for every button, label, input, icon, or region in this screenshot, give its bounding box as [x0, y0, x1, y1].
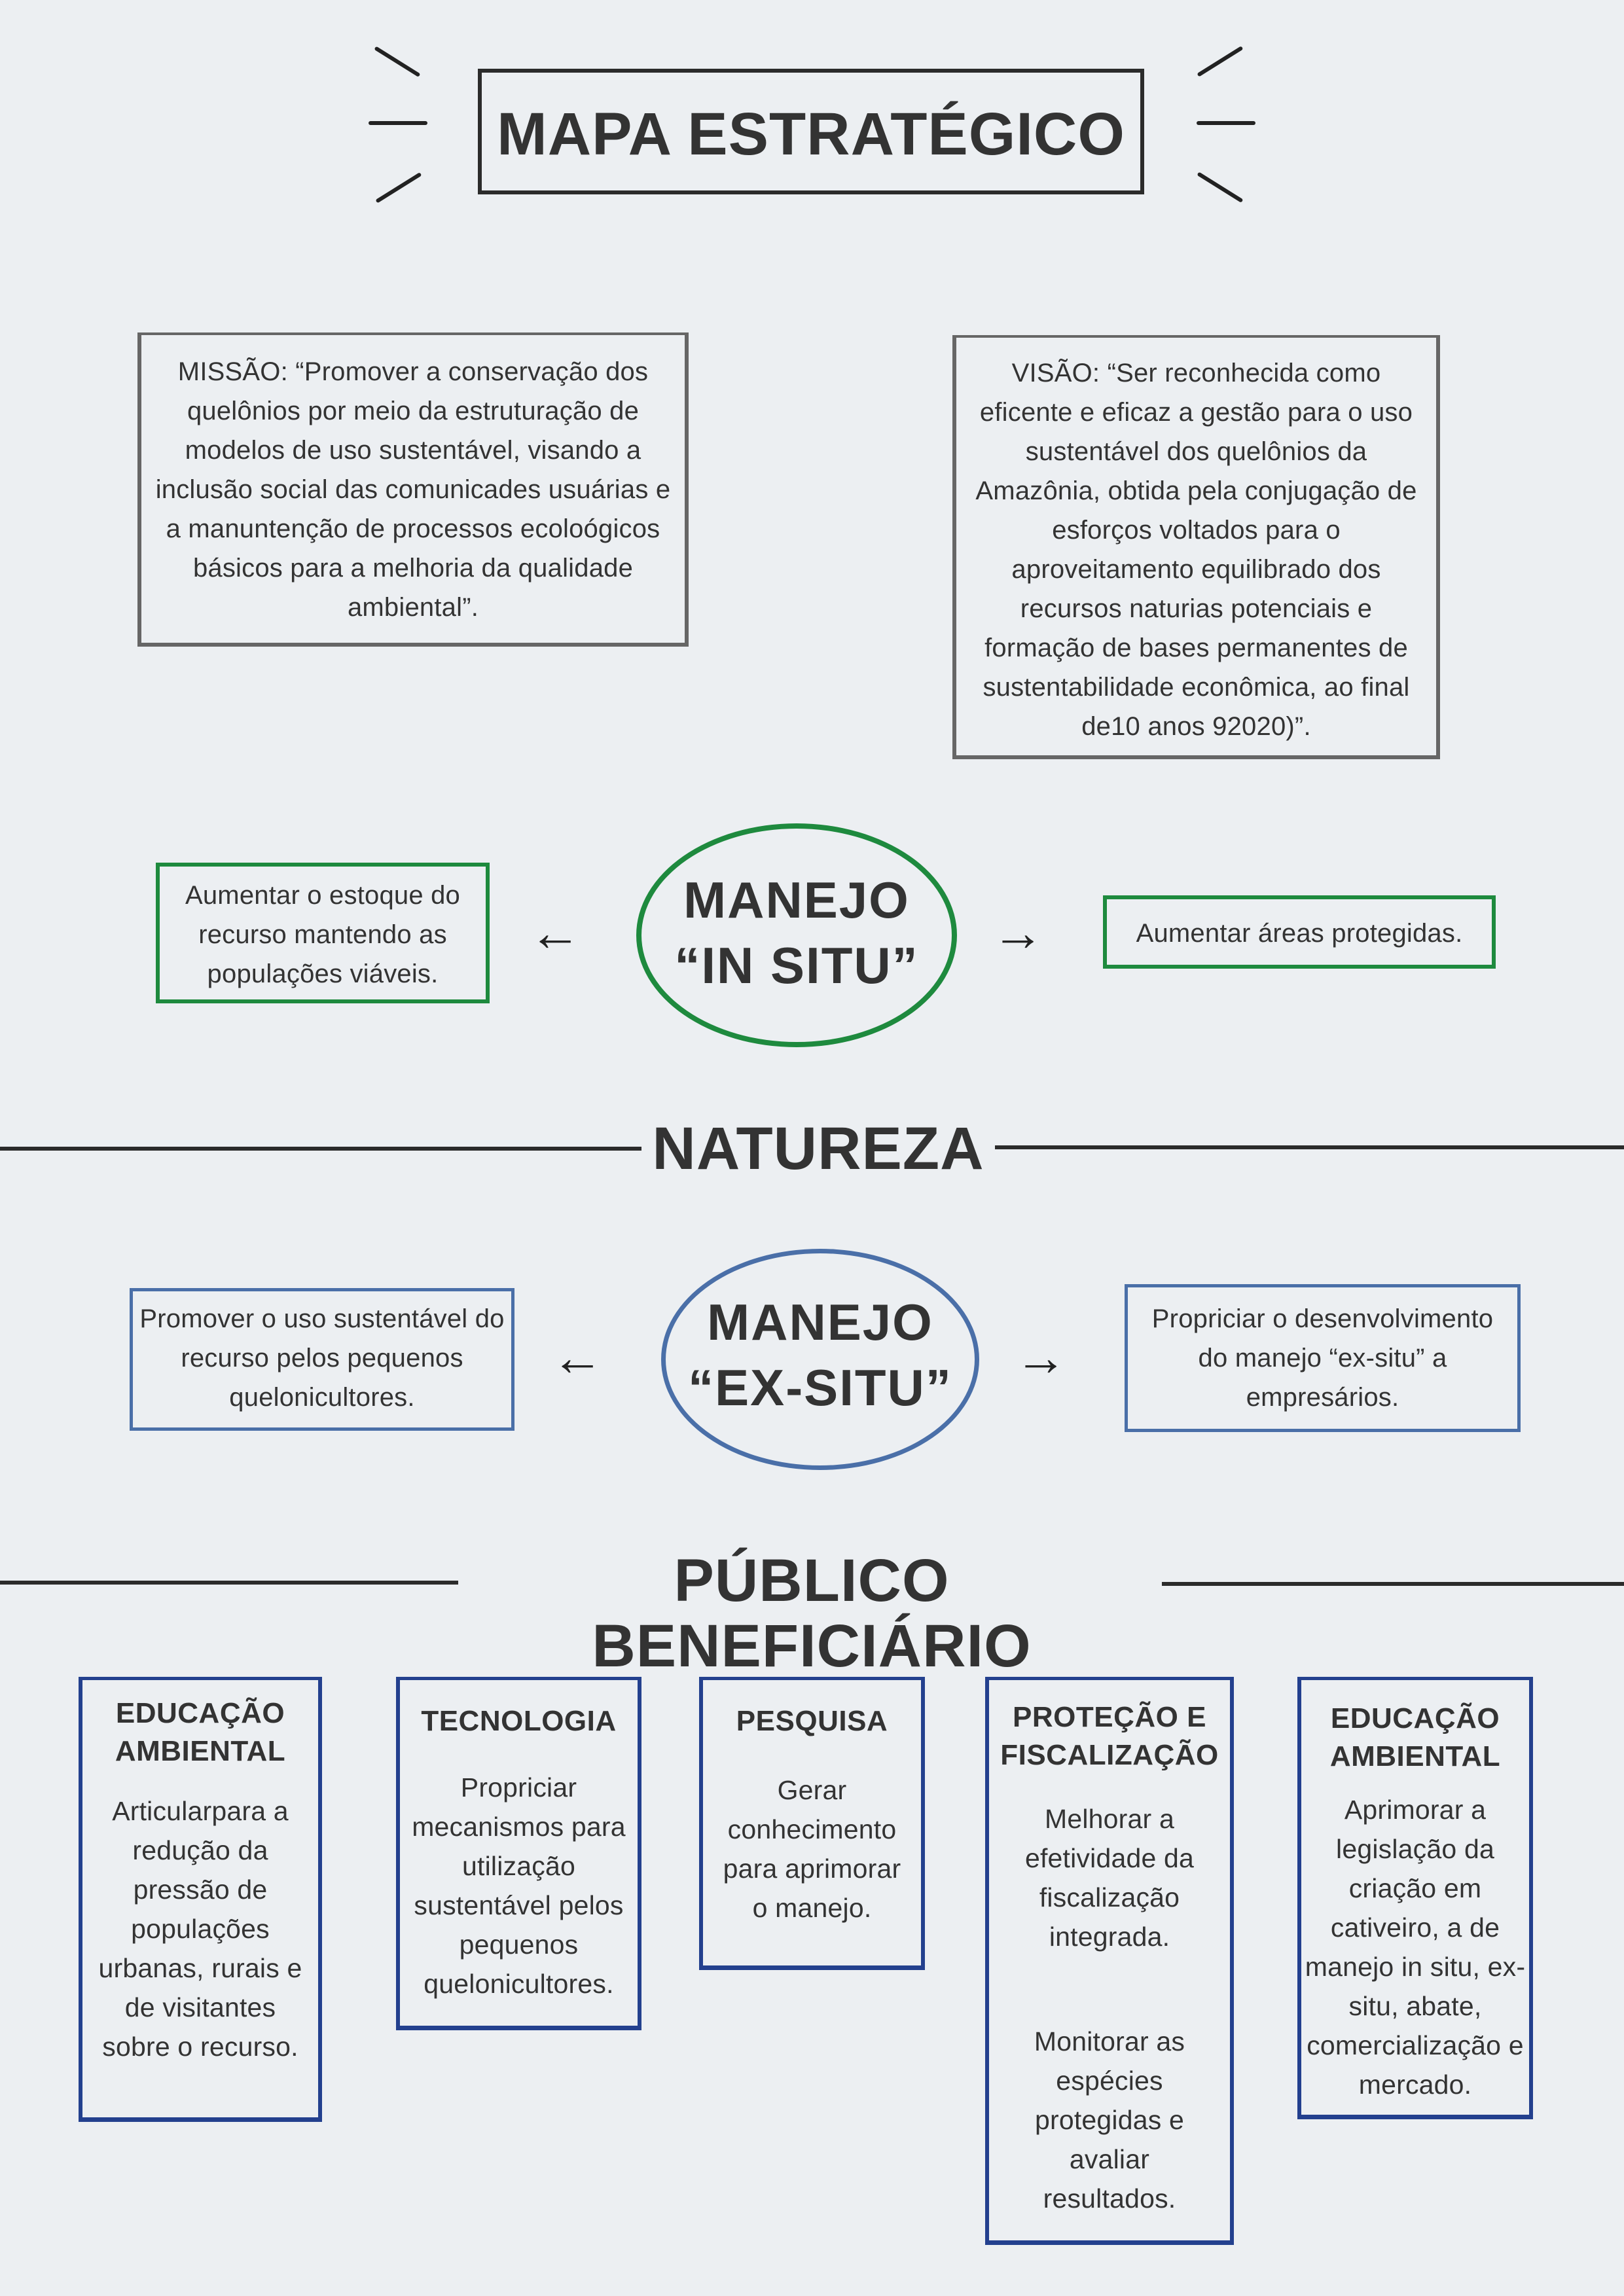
in-situ-label	[636, 867, 957, 998]
in-situ-left-box	[156, 863, 490, 1003]
card-body: Propriciar mecanismos para utilização sustentável pelos pequenos quelonicultores.	[412, 1772, 626, 1999]
in-situ-label-line1: MANEJO	[683, 871, 910, 929]
card-body-secondary: Monitorar as espécies protegidas e avaliar resultados.	[1034, 2026, 1185, 2214]
card-body: Aprimorar a legislação da criação em cativeiro, a de manejo in situ, ex-situ, abate, comercialização e mercado.	[1305, 1795, 1526, 2100]
arrow-left-icon: ←	[529, 903, 581, 961]
card-protecao-fiscalizacao	[985, 1677, 1234, 2245]
arrow-right-icon: →	[992, 903, 1044, 961]
title-decoration-stroke	[1197, 46, 1243, 77]
card-title: PESQUISA	[736, 1705, 888, 1737]
title-decoration-stroke	[374, 46, 420, 77]
natureza-heading: NATUREZA	[652, 1115, 984, 1182]
ex-situ-label-line2: “EX-SITU”	[688, 1359, 952, 1416]
card-title: PROTEÇÃO E FISCALIZAÇÃO	[1000, 1701, 1219, 1771]
in-situ-right-box	[1103, 895, 1496, 969]
card-educacao-ambiental-2	[1297, 1677, 1533, 2119]
in-situ-left-text: Aumentar o estoque do recurso mantendo as populações viáveis.	[185, 881, 461, 988]
ex-situ-left-box	[130, 1288, 514, 1431]
card-body: Melhorar a efetividade da fiscalização integrada.	[1024, 1804, 1195, 1952]
title-box	[478, 69, 1144, 194]
card-title: EDUCAÇÃO AMBIENTAL	[1329, 1702, 1501, 1772]
publico-rule-left	[0, 1581, 458, 1585]
mission-box	[137, 332, 689, 647]
card-tecnologia	[396, 1677, 641, 2030]
title-decoration-stroke	[1197, 171, 1243, 202]
publico-rule-right	[1162, 1582, 1624, 1586]
title-decoration-stroke	[375, 172, 422, 203]
natureza-rule-right	[995, 1145, 1624, 1149]
mission-text: MISSÃO: “Promover a conservação dos quelônios por meio da estruturação de modelos de uso sustentável, visando a inclusão social das comunicades usuárias e a manuntenção de processos ecoloógicos básicos para a melhoria da qualidade ambiental”.	[155, 357, 671, 622]
card-educacao-ambiental-1	[79, 1677, 322, 2122]
card-body: Gerar conhecimento para aprimorar o manejo.	[723, 1775, 901, 1923]
in-situ-label-line2: “IN SITU”	[674, 937, 919, 994]
publico-heading: PÚBLICO BENEFICIÁRIO	[592, 1547, 1032, 1679]
natureza-rule-left	[0, 1147, 641, 1151]
ex-situ-right-box	[1125, 1284, 1521, 1432]
title-decoration-stroke	[1197, 121, 1255, 125]
ex-situ-left-text: Promover o uso sustentável do recurso pelos pequenos quelonicultores.	[139, 1304, 505, 1412]
vision-text: VISÃO: “Ser reconhecida como eficente e eficaz a gestão para o uso sustentável dos quelônios da Amazônia, obtida pela conjugação de esforços voltados para o aproveitamento equilibrado dos recursos naturias potenciais e formação de bases permanentes de sustentabilidade econômica, ao final de10 anos 92020)”.	[975, 359, 1417, 741]
card-body: Articularpara a redução da pressão de populações urbanas, rurais e de visitantes sobre o recurso.	[98, 1796, 302, 2062]
title-decoration-stroke	[369, 121, 427, 125]
ex-situ-label	[661, 1289, 979, 1420]
arrow-right-icon: →	[1015, 1328, 1067, 1386]
card-title: TECNOLOGIA	[421, 1705, 617, 1737]
vision-box	[952, 335, 1440, 759]
card-title: EDUCAÇÃO AMBIENTAL	[115, 1697, 286, 1767]
in-situ-right-text: Aumentar áreas protegidas.	[1136, 919, 1463, 948]
card-pesquisa	[699, 1677, 925, 1970]
page-title: MAPA ESTRATÉGICO	[497, 101, 1125, 168]
arrow-left-icon: ←	[551, 1328, 604, 1386]
ex-situ-right-text: Propriciar o desenvolvimento do manejo “ex-situ” a empresários.	[1151, 1304, 1494, 1412]
ex-situ-label-line1: MANEJO	[707, 1293, 933, 1351]
